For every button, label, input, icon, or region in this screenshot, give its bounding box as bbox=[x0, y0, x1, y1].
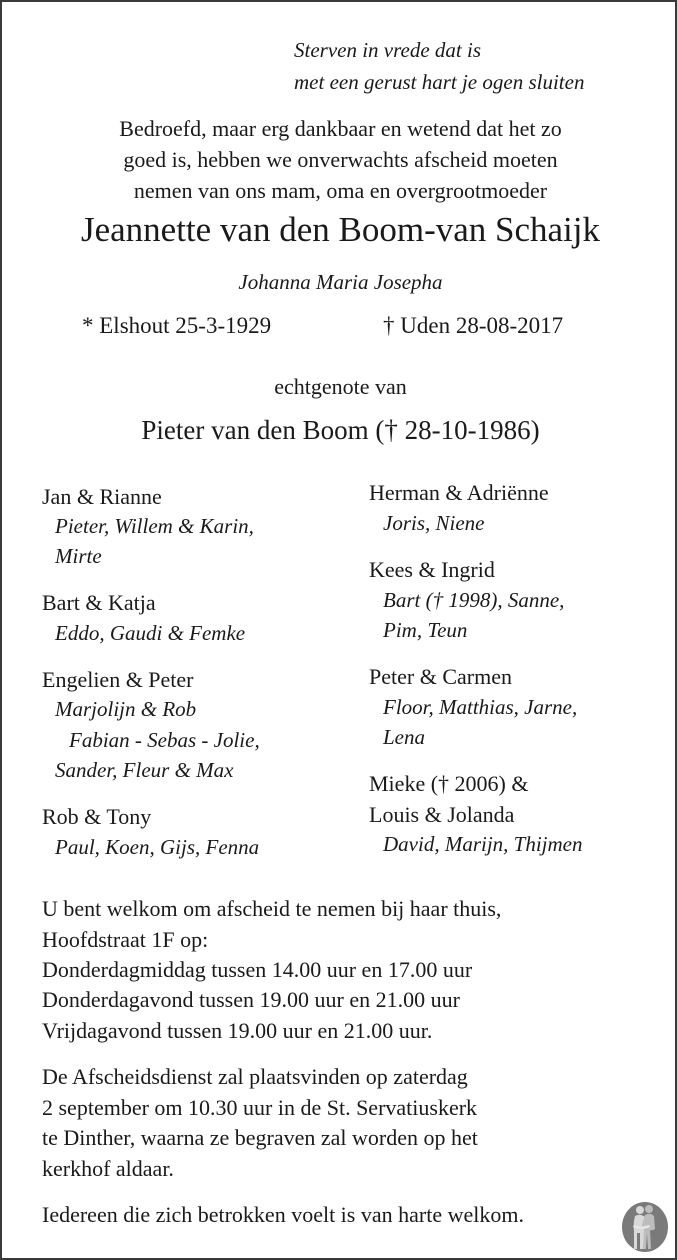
family-children: Marjolijn & Rob bbox=[55, 697, 197, 721]
visiting-line-2: Hoofdstraat 1F op: bbox=[42, 927, 209, 952]
spouse-label: echtgenote van bbox=[274, 374, 407, 399]
service-line-4: kerkhof aldaar. bbox=[42, 1156, 174, 1181]
family-children: Bart († 1998), Sanne, bbox=[383, 588, 565, 612]
deceased-given-names: Johanna Maria Josepha bbox=[238, 270, 443, 294]
spouse-name: Pieter van den Boom († 28-10-1986) bbox=[141, 415, 540, 445]
family-children: Eddo, Gaudi & Femke bbox=[55, 621, 246, 645]
birth-info: * Elshout 25-3-1929 bbox=[82, 313, 272, 338]
motto-line-2: met een gerust hart je ogen sluiten bbox=[294, 70, 585, 94]
family-children: Mirte bbox=[55, 544, 102, 568]
motto-line-1: Sterven in vrede dat is bbox=[294, 38, 482, 62]
family-parents: Kees & Ingrid bbox=[369, 557, 495, 582]
family-children: Sander, Fleur & Max bbox=[55, 758, 234, 782]
service-line-3: te Dinther, waarna ze begraven zal worden op het bbox=[42, 1125, 478, 1150]
visiting-line-5: Vrijdagavond tussen 19.00 uur en 21.00 uur. bbox=[42, 1018, 433, 1043]
family-children: Floor, Matthias, Jarne, bbox=[383, 695, 578, 719]
service-line-1: De Afscheidsdienst zal plaatsvinden op zaterdag bbox=[42, 1064, 468, 1089]
family-children: Fabian - Sebas - Jolie, bbox=[69, 728, 260, 752]
family-children: Joris, Niene bbox=[383, 511, 485, 535]
memorial-logo-icon bbox=[621, 1201, 669, 1253]
closing-line: Iedereen die zich betrokken voelt is van harte welkom. bbox=[42, 1202, 524, 1227]
family-children: Pieter, Willem & Karin, bbox=[55, 514, 254, 538]
service-line-2: 2 september om 10.30 uur in de St. Servatiuskerk bbox=[42, 1095, 478, 1120]
death-info: † Uden 28-08-2017 bbox=[383, 313, 564, 338]
intro-line-1: Bedroefd, maar erg dankbaar en wetend dat het zo bbox=[119, 116, 562, 141]
family-parents: Jan & Rianne bbox=[42, 484, 162, 509]
family-parents: Bart & Katja bbox=[42, 590, 156, 615]
family-parents: Rob & Tony bbox=[42, 804, 152, 829]
intro-line-2: goed is, hebben we onverwachts afscheid moeten bbox=[123, 147, 558, 172]
visiting-line-4: Donderdagavond tussen 19.00 uur en 21.00 uur bbox=[42, 987, 460, 1012]
family-children: Lena bbox=[383, 725, 425, 749]
family-children: David, Marijn, Thijmen bbox=[383, 832, 583, 856]
visiting-line-3: Donderdagmiddag tussen 14.00 uur en 17.00 uur bbox=[42, 957, 473, 982]
family-parents: Peter & Carmen bbox=[369, 664, 512, 689]
visiting-line-1: U bent welkom om afscheid te nemen bij haar thuis, bbox=[42, 896, 502, 921]
intro-line-3: nemen van ons mam, oma en overgrootmoeder bbox=[133, 178, 548, 203]
family-parents: Engelien & Peter bbox=[42, 667, 194, 692]
family-children: Pim, Teun bbox=[383, 618, 468, 642]
family-parents: Louis & Jolanda bbox=[369, 802, 515, 827]
family-parents: Mieke († 2006) & bbox=[369, 771, 529, 796]
family-children: Paul, Koen, Gijs, Fenna bbox=[55, 835, 260, 859]
deceased-name: Jeannette van den Boom-van Schaijk bbox=[80, 210, 601, 249]
family-parents: Herman & Adriënne bbox=[369, 480, 549, 505]
